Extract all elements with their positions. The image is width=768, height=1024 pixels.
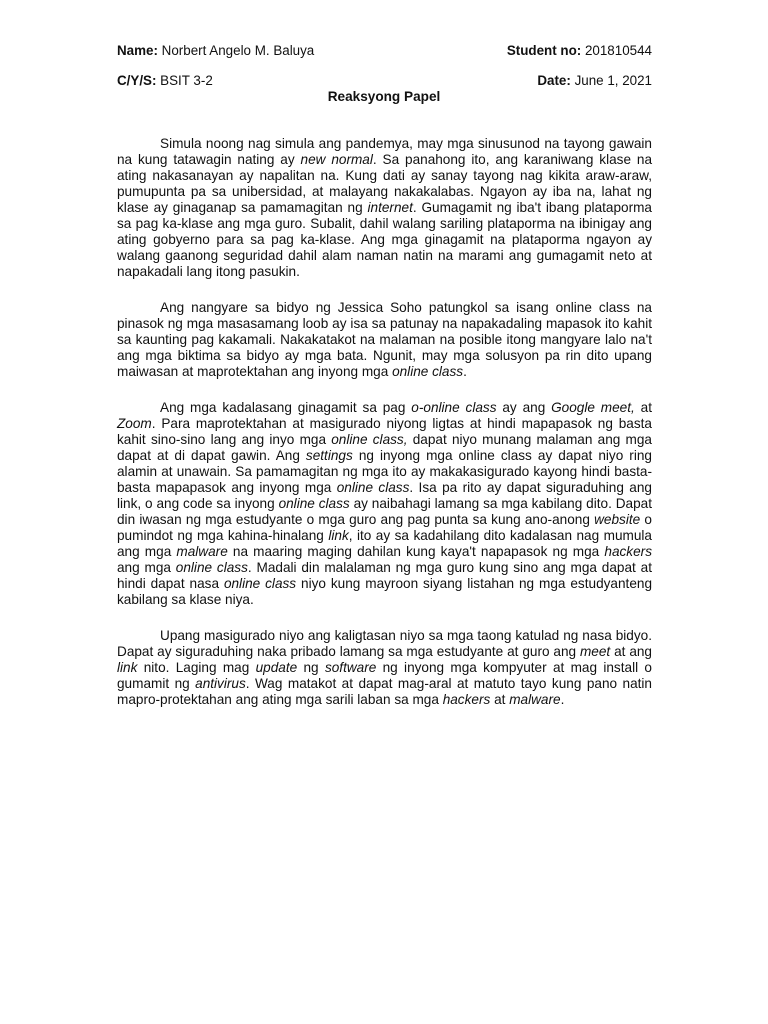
cys-label: C/Y/S: [117, 73, 157, 88]
text-run: . Isa pa rito ay dapat siguraduhing ang link, o ang code sa inyong [117, 480, 652, 511]
page-title: Reaksyong Papel [327, 89, 441, 104]
italic-term: online class [223, 576, 297, 591]
paragraph-2 [117, 300, 652, 380]
italic-term: online class [175, 560, 248, 575]
italic-term: online class, [331, 432, 408, 447]
italic-term: internet [367, 200, 413, 215]
italic-term: malware [176, 544, 228, 559]
text-run: . [463, 364, 467, 379]
italic-term: settings [305, 448, 353, 463]
date-field [537, 73, 652, 88]
italic-term: update [255, 660, 298, 675]
italic-term: new normal [300, 152, 373, 167]
text-run: . Gumagamit ng iba't ibang plataporma sa pag ka-klase ang mga guro. Subalit, dahil walang sariling plataporma na ibinigay ang ating gobyerno para sa pag ka-klase. Ang mga ginagamit na plataporma ngayon ay walang gaanong seguridad dahil alam naman natin na marami ang gumagamit neto at napakadali lang itong pasukin. [117, 200, 652, 279]
date-value: June 1, 2021 [574, 73, 652, 88]
italic-term: hackers [604, 544, 652, 559]
cys-field [117, 73, 213, 88]
italic-term: hackers [442, 692, 491, 707]
cys-value: BSIT 3-2 [160, 73, 213, 88]
document-body [117, 136, 652, 728]
text-run: ng inyong mga kompyuter at mag install o gumamit ng [117, 660, 652, 691]
italic-term: link [117, 660, 138, 675]
italic-term: Google meet, [551, 400, 635, 415]
italic-term: meet [579, 644, 611, 659]
paragraph-1 [117, 136, 652, 280]
paragraph-4 [117, 628, 652, 708]
text-run: Upang masigurado niyo ang kaligtasan niyo sa mga taong katulad ng nasa bidyo. Dapat ay siguraduhing naka pribado lamang sa mga estudyante at guro ang [117, 628, 652, 659]
text-run: at [490, 692, 510, 707]
italic-term: o-online class [411, 400, 497, 415]
text-run: ng [297, 660, 325, 675]
text-run: Ang mga kadalasang ginagamit sa pag [160, 400, 412, 415]
text-run: at ang [610, 644, 652, 659]
name-field [117, 43, 314, 58]
text-run: niyo kung mayroon siyang listahan ng mga estudyanteng kabilang sa klase niya. [117, 576, 653, 607]
paragraph-3 [117, 400, 652, 608]
italic-term: online class [278, 496, 350, 511]
italic-term: website [594, 512, 641, 527]
student-no-label: Student no: [506, 43, 582, 58]
italic-term: online class [336, 480, 410, 495]
student-no-field [507, 43, 652, 58]
italic-term: malware [509, 692, 561, 707]
text-run: o pumindot ng mga kahina-hinalang [117, 512, 652, 543]
italic-term: software [324, 660, 377, 675]
text-run: , ito ay sa kadahilang dito kadalasan nag mumula ang mga [117, 528, 652, 559]
name-label: Name: [117, 43, 158, 58]
text-run: . [560, 692, 565, 707]
date-label: Date: [537, 73, 571, 88]
text-run: ay ang [496, 400, 552, 415]
italic-term: Zoom [117, 416, 152, 431]
text-run: . Para maprotektahan at masigurado niyong ligtas at hindi mapapasok ng basta kahit sino-sino lang ang inyo mga [117, 416, 652, 447]
italic-term: antivirus [195, 676, 246, 691]
text-run: ang mga [117, 560, 176, 575]
italic-term: online class [392, 364, 464, 379]
text-run: at [634, 400, 653, 415]
student-no-value: 201810544 [584, 43, 652, 58]
text-run: . Sa panahong ito, ang karaniwang klase na ating nakasanayan ay napalitan na. Kung dati ay sanay tayong nag kikita araw-araw, pumupunta pa sa unibersidad, at malayang nakakalabas. Ngayon ay iba na, lahat ng klase ay ginaganap sa pamamagitan ng [117, 152, 653, 215]
text-run: dapat niyo munang malaman ang mga dapat at di dapat gawin. Ang [117, 432, 652, 463]
text-run: . Wag matakot at dapat mag-aral at matuto tayo kung pano natin mapro-protektahan ang ating mga sarili laban sa mga [117, 676, 652, 707]
text-run: na maaring maging dahilan kung kaya't napapasok ng mga [227, 544, 605, 559]
text-run: Ang nangyare sa bidyo ng Jessica Soho patungkol sa isang online class na pinasok ng mga masasamang loob ay isa sa patunay na napakadaling mapasok ito kahit sa kaunting pag kakamali. Nakakatakot na malaman na posible itong mangyare lalo na't ang mga biktima sa bidyo ay mga bata. Ngunit, may mga solusyon pa rin dito upang maiwasan at maprotektahan ang inyong mga [117, 300, 652, 379]
name-value: Norbert Angelo M. Baluya [161, 43, 315, 58]
text-run: nito. Laging mag [137, 660, 256, 675]
text-run: Simula noong nag simula ang pandemya, may mga sinusunod na tayong gawain na kung tatawagin nating ay [117, 136, 652, 167]
text-run: ay naibahagi lamang sa mga kabilang dito. Dapat din iwasan ng mga estudyante o mga guro ang pag punta sa kung ano-anong [117, 496, 653, 527]
text-run: . Madali din malalaman ng mga guro kung sino ang mga dapat at hindi dapat nasa [117, 560, 652, 591]
header-row-1 [117, 43, 652, 58]
text-run: ng inyong mga online class ay dapat niyo ring alamin at unawain. Sa pamamagitan ng mga ito ay makakasigurado kayong hindi basta-basta mapapasok ang inyong mga [117, 448, 652, 495]
header-row-2 [117, 73, 652, 88]
italic-term: link [328, 528, 349, 543]
